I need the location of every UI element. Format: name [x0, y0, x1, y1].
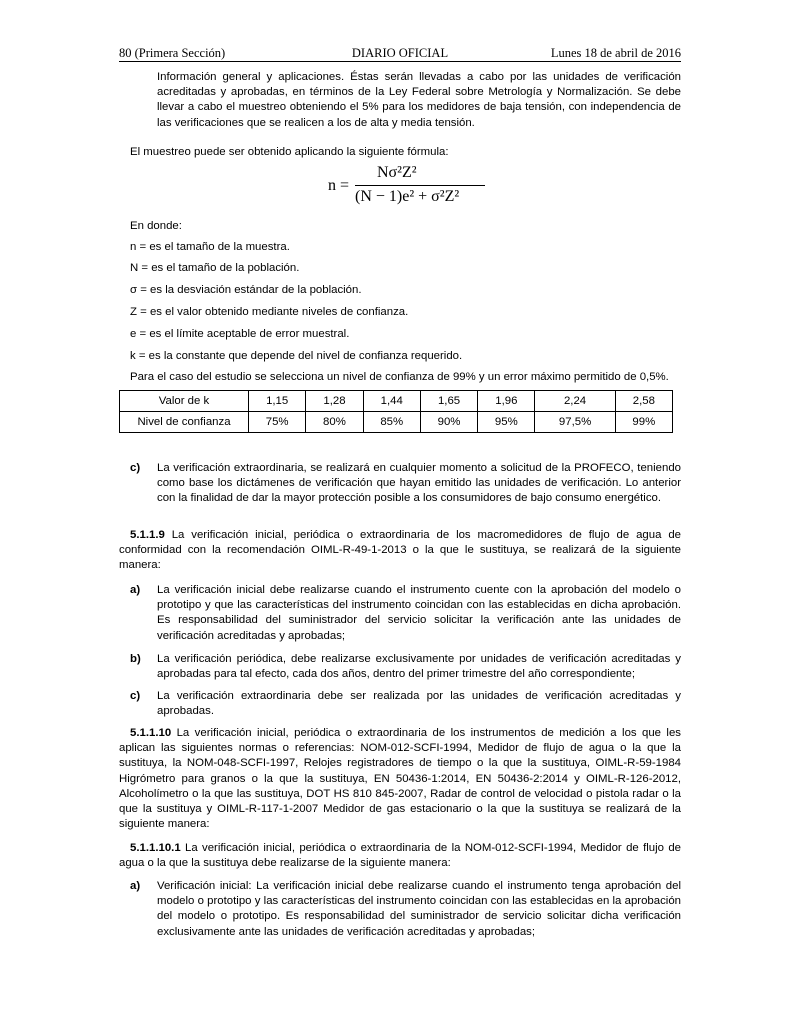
table-cell: 90% — [420, 412, 477, 433]
definition-N: N = es el tamaño de la población. — [130, 262, 300, 274]
table-cell: 95% — [478, 412, 535, 433]
section-text: La verificación inicial, periódica o extraordinaria de los macromedidores de flujo de agua de conformidad con la recomendación OIML-R-49-1-2013 o la que le sustituya, se realizará de la siguiente manera: — [119, 529, 681, 572]
definition-e: e = es el límite aceptable de error muestral. — [130, 328, 350, 340]
item-c-extraordinary-water: La verificación extraordinaria debe ser realizada por las unidades de verificación acreditadas y aprobadas. — [157, 690, 681, 718]
table-cell: 80% — [306, 412, 363, 433]
section-number: 5.1.1.9 — [130, 529, 165, 541]
table-cell: 2,24 — [535, 391, 615, 412]
fraction-bar — [355, 185, 485, 186]
section-number: 5.1.1.10.1 — [130, 842, 181, 854]
row-label-k: Valor de k — [120, 391, 249, 412]
row-label-confidence: Nivel de confianza — [120, 412, 249, 433]
formula-lhs: n = — [328, 177, 350, 194]
section-text: La verificación inicial, periódica o extraordinaria de los instrumentos de medición a los que les aplican las siguientes normas o referencias: NOM-012-SCFI-1994, Medidor de flujo de agua o la que la sustituya, la NOM-048-SCFI-1997, Relojes registradores de tiempo o la que la sustituya, OIML-R-59-1984 Higrómetro para granos o la que la sustituya, EN 50436-1:2014, EN 50436-2:2014 y OIML-R-126-2012, Alcoholímetro o la que las sustituya, DOT HS 810 845-2007, Radar de control de velocidad o pistola radar o la que la sustituya y OIML-R-117-1-2007 Medidor de gas estacionario o la que la sustituya se realizará de la siguiente manera: — [119, 727, 681, 831]
formula-intro: El muestreo puede ser obtenido aplicando la siguiente fórmula: — [130, 146, 449, 158]
header-page-section: 80 (Primera Sección) — [119, 46, 226, 60]
table-cell: 75% — [249, 412, 306, 433]
sample-size-formula — [325, 164, 475, 212]
definition-k: k = es la constante que depende del nivel de confianza requerido. — [130, 350, 463, 362]
item-label-c: c) — [130, 462, 141, 474]
table-cell: 1,96 — [478, 391, 535, 412]
table-cell: 1,44 — [363, 391, 420, 412]
formula-denominator: (N − 1)e² + σ²Z² — [355, 188, 460, 205]
page-header — [119, 46, 681, 60]
definitions-intro: En donde: — [130, 220, 182, 232]
section-number: 5.1.1.10 — [130, 727, 172, 739]
table-row — [120, 412, 673, 433]
table-row — [120, 391, 673, 412]
formula-numerator: Nσ²Z² — [377, 164, 417, 181]
section-511101 — [119, 841, 681, 871]
study-case: Para el caso del estudio se selecciona un nivel de confianza de 99% y un error máximo permitido de 0,5%. — [130, 371, 669, 383]
item-label-c: c) — [130, 690, 141, 702]
table-cell: 1,28 — [306, 391, 363, 412]
confidence-table — [119, 390, 673, 433]
table-cell: 2,58 — [615, 391, 672, 412]
item-b-periodic: La verificación periódica, debe realizarse exclusivamente por unidades de verificación acreditadas y aprobadas para tal efecto, cada dos años, dentro del primer trimestre del año correspondiente; — [157, 653, 681, 681]
table-cell: 99% — [615, 412, 672, 433]
section-51110 — [119, 726, 681, 832]
table-cell: 97,5% — [535, 412, 615, 433]
item-a-initial-verification: Verificación inicial: La verificación inicial debe realizarse cuando el instrumento tenga aprobación del modelo o prototipo y las características del instrumento coincidan con las establecidas en la aprobación del modelo o prototipo. Es responsabilidad del suministrador de servicio solicitar dicha verificación exclusivamente ante las unidades de verificación acreditadas y aprobadas; — [157, 880, 681, 938]
item-label-a: a) — [130, 584, 141, 596]
item-a-initial: La verificación inicial debe realizarse cuando el instrumento cuente con la aprobación del modelo o prototipo y que las características del instrumento coincidan con las establecidas en dicha aprobación. Es responsabilidad del suministrador del servicio solicitar la verificación ante las unidades de verificación acreditadas y aprobadas; — [157, 584, 681, 642]
section-5119 — [119, 528, 681, 574]
item-label-b: b) — [130, 653, 141, 665]
intro-paragraph: Información general y aplicaciones. Éstas serán llevadas a cabo por las unidades de verificación acreditadas y aprobadas, en términos de la Ley Federal sobre Metrología y Normalización. Se debe llevar a cabo el muestreo obteniendo el 5% para los medidores de baja tensión, con independencia de las verificaciones que se realicen a los de alta y media tensión. — [157, 71, 681, 129]
definition-n: n = es el tamaño de la muestra. — [130, 241, 290, 253]
header-rule — [119, 61, 681, 62]
header-publication: DIARIO OFICIAL — [351, 46, 449, 60]
table-cell: 85% — [363, 412, 420, 433]
item-c-extraordinary: La verificación extraordinaria, se realizará en cualquier momento a solicitud de la PROFECO, teniendo como base los dictámenes de verificación que hayan emitido las unidades de verificación. Lo anterior con la finalidad de dar la mayor protección posible a los consumidores de bajo consumo energético. — [157, 462, 681, 505]
table-cell: 1,65 — [420, 391, 477, 412]
header-date: Lunes 18 de abril de 2016 — [550, 46, 681, 60]
item-label-a: a) — [130, 880, 141, 892]
definition-Z: Z = es el valor obtenido mediante niveles de confianza. — [130, 306, 409, 318]
table-cell: 1,15 — [249, 391, 306, 412]
section-text: La verificación inicial, periódica o extraordinaria de la NOM-012-SCFI-1994, Medidor de flujo de agua o la que la sustituya debe realizarse de la siguiente manera: — [119, 842, 681, 870]
definition-sigma: σ = es la desviación estándar de la población. — [130, 284, 362, 296]
